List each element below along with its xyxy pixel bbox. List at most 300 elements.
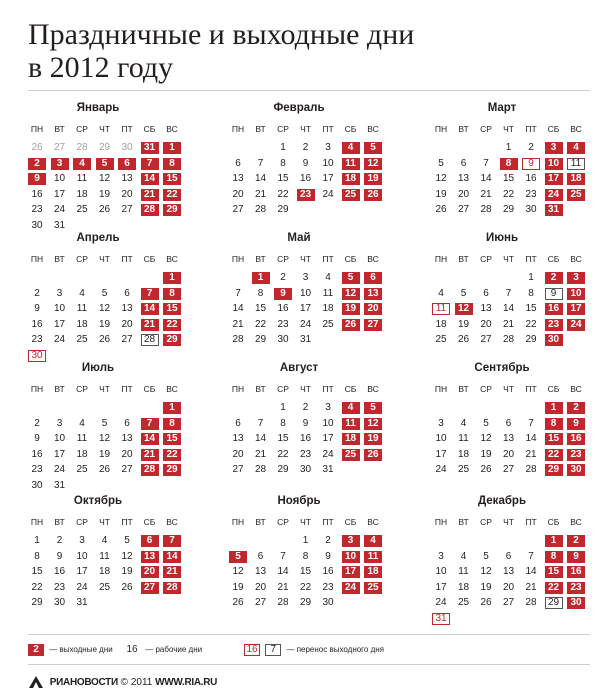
weekday-label: СР xyxy=(277,384,289,394)
day-workday: 12 xyxy=(121,550,133,562)
day-transferred-workday: 9 xyxy=(545,288,563,300)
day-workday: 24 xyxy=(76,581,88,593)
day-workday: 18 xyxy=(98,566,111,577)
day-workday: 20 xyxy=(480,318,492,330)
day-workday: 21 xyxy=(502,318,515,330)
day-holiday: 3 xyxy=(545,142,563,154)
day-workday: 8 xyxy=(280,417,286,429)
month-name: Март xyxy=(487,102,517,114)
day-holiday: 12 xyxy=(364,158,382,170)
weekday-label: ЧТ xyxy=(503,124,514,134)
day-holiday: 2 xyxy=(567,535,585,547)
day-holiday: 4 xyxy=(342,402,360,414)
day-workday: 17 xyxy=(53,188,66,200)
day-workday: 18 xyxy=(457,448,470,460)
day-holiday: 4 xyxy=(73,158,91,170)
day-workday: 9 xyxy=(34,303,40,314)
day-workday: 22 xyxy=(277,188,289,200)
day-holiday: 12 xyxy=(342,288,360,300)
day-workday: 23 xyxy=(525,188,537,200)
day-workday: 29 xyxy=(254,334,267,345)
day-holiday: 9 xyxy=(28,173,46,185)
month-block xyxy=(432,495,592,625)
day-workday: 13 xyxy=(232,173,244,184)
day-holiday: 14 xyxy=(141,303,159,315)
weekday-label: ЧТ xyxy=(99,517,110,527)
day-workday: 7 xyxy=(257,417,264,429)
day-workday: 2 xyxy=(302,402,309,413)
month-name: Февраль xyxy=(273,102,325,114)
weekday-label: СБ xyxy=(547,384,560,394)
day-holiday: 3 xyxy=(342,535,360,547)
weekday-label: СР xyxy=(76,254,88,264)
month-name: Апрель xyxy=(76,232,120,244)
day-workday: 8 xyxy=(34,550,40,562)
day-workday: 3 xyxy=(56,287,63,299)
day-workday: 17 xyxy=(322,433,334,444)
day-workday: 19 xyxy=(457,318,470,330)
weekday-label: ВС xyxy=(570,517,582,527)
weekday-label: СБ xyxy=(143,384,156,394)
weekday-label: СР xyxy=(76,124,88,134)
title-line-1: Праздничные и выходные дни xyxy=(28,18,415,51)
day-holiday: 11 xyxy=(364,551,382,563)
weekday-label: ПН xyxy=(231,124,245,134)
day-holiday: 30 xyxy=(567,597,585,609)
weekday-label: ПТ xyxy=(525,517,537,527)
weekday-label: ПТ xyxy=(121,384,133,394)
day-holiday: 24 xyxy=(567,319,585,331)
day-workday: 6 xyxy=(505,417,512,429)
day-workday: 13 xyxy=(502,433,515,444)
weekday-label: ПН xyxy=(231,384,245,394)
day-workday: 10 xyxy=(76,550,88,562)
day-holiday: 22 xyxy=(545,449,563,461)
day-workday: 21 xyxy=(277,581,289,593)
day-workday: 22 xyxy=(31,581,43,593)
day-workday: 1 xyxy=(34,535,40,546)
day-workday: 12 xyxy=(435,173,447,184)
legend-transfer-from: 16 xyxy=(244,644,260,656)
day-workday: 23 xyxy=(53,581,66,593)
weekday-label: ЧТ xyxy=(300,384,311,394)
day-workday: 9 xyxy=(56,550,63,562)
day-holiday: 5 xyxy=(364,402,382,414)
weekday-label: ПН xyxy=(30,384,44,394)
day-workday: 17 xyxy=(322,173,334,184)
weekday-label: СБ xyxy=(547,254,560,264)
day-workday: 27 xyxy=(502,464,515,475)
day-holiday: 10 xyxy=(545,158,563,170)
weekday-label: ЧТ xyxy=(503,517,514,527)
day-other-month: 28 xyxy=(76,142,88,153)
day-workday: 21 xyxy=(254,448,267,460)
weekday-label: ВТ xyxy=(255,517,266,527)
day-holiday: 4 xyxy=(364,535,382,547)
day-holiday: 27 xyxy=(364,319,382,331)
legend-transfer-label: — перенос выходного дня xyxy=(286,645,385,654)
day-workday: 10 xyxy=(53,433,66,444)
weekday-label: СБ xyxy=(143,254,156,264)
day-holiday: 1 xyxy=(163,272,181,284)
day-holiday: 30 xyxy=(545,334,563,346)
day-workday: 10 xyxy=(299,287,312,299)
day-workday: 15 xyxy=(254,303,267,314)
weekday-label: ВС xyxy=(570,124,582,134)
month-block xyxy=(229,232,389,362)
month-name: Ноябрь xyxy=(277,495,321,507)
day-holiday: 25 xyxy=(364,582,382,594)
day-holiday: 15 xyxy=(545,433,563,445)
day-workday: 18 xyxy=(322,303,334,314)
day-workday: 28 xyxy=(254,204,267,215)
day-workday: 18 xyxy=(76,188,88,200)
site-link[interactable]: WWW.RIA.RU xyxy=(155,677,218,688)
day-holiday: 7 xyxy=(141,158,159,170)
day-workday: 20 xyxy=(121,318,133,330)
day-workday: 2 xyxy=(34,417,40,429)
day-workday: 17 xyxy=(76,566,88,577)
day-holiday: 26 xyxy=(364,449,382,461)
day-holiday: 31 xyxy=(141,142,159,154)
day-workday: 2 xyxy=(280,272,286,283)
day-workday: 18 xyxy=(76,318,88,330)
weekday-label: ПТ xyxy=(121,517,133,527)
day-workday: 12 xyxy=(480,566,492,577)
day-workday: 6 xyxy=(124,287,130,299)
month-name: Сентябрь xyxy=(474,362,530,374)
day-workday: 19 xyxy=(98,318,111,330)
weekday-label: СР xyxy=(277,254,289,264)
day-workday: 27 xyxy=(121,334,133,345)
day-workday: 3 xyxy=(438,417,444,429)
day-workday: 16 xyxy=(299,173,312,184)
day-workday: 23 xyxy=(299,448,312,460)
day-workday: 13 xyxy=(480,303,492,314)
day-holiday: 12 xyxy=(364,418,382,430)
day-workday: 24 xyxy=(53,204,66,215)
day-workday: 9 xyxy=(325,550,331,562)
day-other-month: 29 xyxy=(98,142,111,153)
weekday-label: ВТ xyxy=(458,254,469,264)
day-workday: 28 xyxy=(277,597,289,608)
day-workday: 4 xyxy=(460,550,467,562)
day-workday: 6 xyxy=(505,550,512,562)
day-holiday: 1 xyxy=(545,402,563,414)
day-workday: 17 xyxy=(53,448,66,460)
day-holiday: 8 xyxy=(545,418,563,430)
copyright: © 2011 xyxy=(120,677,153,688)
day-holiday: 22 xyxy=(163,189,181,201)
day-workday: 25 xyxy=(457,464,470,475)
day-workday: 26 xyxy=(98,334,111,345)
weekday-label: ПТ xyxy=(322,254,334,264)
day-holiday: 20 xyxy=(141,566,159,578)
day-transferred-holiday: 30 xyxy=(28,350,46,362)
day-workday: 13 xyxy=(254,566,267,577)
day-workday: 20 xyxy=(254,581,267,593)
month-name: Июнь xyxy=(485,232,519,244)
day-holiday: 2 xyxy=(545,272,563,284)
day-holiday: 7 xyxy=(141,418,159,430)
day-holiday: 15 xyxy=(545,566,563,578)
day-workday: 23 xyxy=(277,318,289,330)
day-workday: 6 xyxy=(483,287,489,299)
day-workday: 11 xyxy=(99,550,110,562)
weekday-label: ЧТ xyxy=(503,384,514,394)
day-workday: 20 xyxy=(502,581,515,593)
weekday-label: ВС xyxy=(367,517,379,527)
month-block xyxy=(229,362,389,492)
day-workday: 24 xyxy=(299,318,312,330)
day-workday: 5 xyxy=(460,287,467,299)
day-holiday: 10 xyxy=(342,551,360,563)
day-workday: 27 xyxy=(254,597,267,608)
weekday-label: ПТ xyxy=(322,124,334,134)
weekday-label: СР xyxy=(480,517,492,527)
day-workday: 25 xyxy=(76,334,88,345)
day-workday: 5 xyxy=(483,550,489,562)
day-workday: 8 xyxy=(528,287,534,299)
day-workday: 11 xyxy=(76,433,88,444)
day-holiday: 7 xyxy=(141,288,159,300)
legend-transfer-to: 7 xyxy=(265,644,281,656)
day-workday: 31 xyxy=(53,479,66,491)
day-holiday: 18 xyxy=(567,173,585,185)
weekday-label: ЧТ xyxy=(300,254,311,264)
day-workday: 21 xyxy=(525,448,537,460)
day-workday: 26 xyxy=(98,464,111,475)
day-holiday: 19 xyxy=(364,433,382,445)
day-workday: 5 xyxy=(438,157,444,169)
day-workday: 28 xyxy=(480,204,492,215)
day-workday: 25 xyxy=(76,204,88,215)
weekday-label: ПН xyxy=(231,517,245,527)
day-workday: 28 xyxy=(525,464,537,475)
day-workday: 16 xyxy=(31,188,43,200)
weekday-label: ВС xyxy=(570,384,582,394)
weekday-label: ПН xyxy=(30,517,44,527)
day-workday: 26 xyxy=(457,334,470,345)
month-block xyxy=(28,495,188,625)
day-workday: 7 xyxy=(257,157,264,169)
day-holiday: 1 xyxy=(252,272,270,284)
day-workday: 28 xyxy=(232,334,244,345)
month-name: Декабрь xyxy=(477,495,527,507)
day-workday: 13 xyxy=(502,566,515,577)
day-workday: 27 xyxy=(480,334,492,345)
weekday-label: ПТ xyxy=(121,124,133,134)
weekday-label: ЧТ xyxy=(300,517,311,527)
day-holiday: 9 xyxy=(567,418,585,430)
day-workday: 28 xyxy=(502,334,515,345)
day-holiday: 25 xyxy=(342,189,360,201)
day-workday: 14 xyxy=(254,433,267,444)
weekday-label: ПН xyxy=(434,124,448,134)
weekday-label: ЧТ xyxy=(99,124,110,134)
day-holiday: 1 xyxy=(545,535,563,547)
day-workday: 4 xyxy=(438,287,444,299)
day-workday: 20 xyxy=(121,448,133,460)
day-workday: 18 xyxy=(76,448,88,460)
day-workday: 22 xyxy=(254,318,267,330)
day-workday: 19 xyxy=(435,188,447,200)
day-workday: 24 xyxy=(322,448,334,460)
day-workday: 26 xyxy=(98,204,111,215)
legend-holiday-label: — выходные дни xyxy=(49,645,113,654)
day-holiday: 17 xyxy=(545,173,563,185)
day-holiday: 8 xyxy=(500,158,518,170)
day-holiday: 25 xyxy=(342,449,360,461)
day-holiday: 17 xyxy=(567,303,585,315)
day-workday: 24 xyxy=(53,464,66,475)
day-workday: 23 xyxy=(31,464,43,475)
day-workday: 5 xyxy=(101,287,108,299)
day-workday: 14 xyxy=(525,433,537,444)
day-holiday: 31 xyxy=(545,204,563,216)
day-workday: 20 xyxy=(457,188,470,200)
weekday-label: СБ xyxy=(344,384,357,394)
day-other-month: 26 xyxy=(31,142,43,153)
day-workday: 27 xyxy=(232,204,244,215)
day-holiday: 11 xyxy=(342,158,360,170)
day-holiday: 1 xyxy=(163,402,181,414)
day-workday: 31 xyxy=(299,334,312,345)
weekday-label: ЧТ xyxy=(99,254,110,264)
day-workday: 22 xyxy=(525,318,537,330)
day-holiday: 8 xyxy=(163,418,181,430)
day-holiday: 29 xyxy=(545,464,563,476)
day-workday: 3 xyxy=(325,402,331,413)
day-workday: 7 xyxy=(505,287,512,299)
month-block xyxy=(229,495,389,625)
day-holiday: 23 xyxy=(567,449,585,461)
day-holiday: 28 xyxy=(141,464,159,476)
day-workday: 15 xyxy=(502,173,515,184)
weekday-label: СР xyxy=(277,124,289,134)
day-workday: 2 xyxy=(56,535,63,546)
day-workday: 24 xyxy=(322,188,334,200)
day-workday: 16 xyxy=(525,173,537,184)
day-workday: 8 xyxy=(280,157,286,169)
day-workday: 9 xyxy=(302,157,309,169)
day-workday: 25 xyxy=(76,464,88,475)
day-workday: 5 xyxy=(124,535,130,546)
day-workday: 16 xyxy=(299,433,312,444)
day-workday: 3 xyxy=(302,272,309,283)
day-holiday: 13 xyxy=(364,288,382,300)
legend-divider-top xyxy=(28,634,590,635)
day-workday: 3 xyxy=(325,142,331,153)
weekday-label: ПТ xyxy=(525,124,537,134)
day-workday: 18 xyxy=(457,581,470,593)
day-workday: 30 xyxy=(299,464,312,475)
day-holiday: 9 xyxy=(274,288,292,300)
day-workday: 11 xyxy=(458,566,469,577)
weekday-label: ПТ xyxy=(525,254,537,264)
month-name: Июль xyxy=(81,362,115,374)
day-workday: 5 xyxy=(483,417,489,429)
day-holiday: 20 xyxy=(364,303,382,315)
weekday-label: ВТ xyxy=(54,517,65,527)
day-workday: 25 xyxy=(98,581,111,593)
weekday-label: ПТ xyxy=(525,384,537,394)
day-workday: 19 xyxy=(480,448,492,460)
day-workday: 7 xyxy=(528,550,534,562)
day-workday: 26 xyxy=(232,597,244,608)
day-workday: 14 xyxy=(525,566,537,577)
day-workday: 2 xyxy=(302,142,309,153)
weekday-label: ВС xyxy=(166,517,178,527)
weekday-label: СБ xyxy=(344,517,357,527)
title-line-2: в 2012 году xyxy=(28,51,174,84)
day-holiday: 13 xyxy=(141,551,159,563)
month-block xyxy=(28,362,188,492)
day-workday: 25 xyxy=(322,318,334,330)
day-workday: 14 xyxy=(480,173,492,184)
day-holiday: 6 xyxy=(141,535,159,547)
day-workday: 12 xyxy=(232,566,244,577)
day-workday: 3 xyxy=(56,417,63,429)
day-workday: 26 xyxy=(480,464,492,475)
day-workday: 6 xyxy=(257,550,264,562)
logo-text: РИАНОВОСТИ xyxy=(49,677,118,688)
day-workday: 1 xyxy=(302,535,309,546)
day-workday: 23 xyxy=(31,334,43,345)
day-workday: 1 xyxy=(280,402,286,413)
day-other-month: 30 xyxy=(121,142,133,153)
day-workday: 10 xyxy=(435,433,447,444)
day-holiday: 5 xyxy=(364,142,382,154)
day-workday: 19 xyxy=(480,581,492,593)
day-workday: 17 xyxy=(435,448,447,460)
day-workday: 22 xyxy=(277,448,289,460)
weekday-label: ПН xyxy=(434,384,448,394)
day-workday: 6 xyxy=(235,157,241,169)
weekday-label: ВТ xyxy=(255,254,266,264)
day-holiday: 3 xyxy=(567,272,585,284)
month-block xyxy=(432,362,592,492)
weekday-label: СБ xyxy=(547,517,560,527)
day-workday: 5 xyxy=(101,417,108,429)
day-workday: 3 xyxy=(79,535,85,546)
day-workday: 16 xyxy=(31,448,43,460)
day-workday: 10 xyxy=(435,566,447,577)
day-workday: 30 xyxy=(525,204,537,215)
day-holiday: 21 xyxy=(141,449,159,461)
day-workday: 15 xyxy=(299,566,312,577)
day-workday: 27 xyxy=(232,464,244,475)
day-workday: 15 xyxy=(31,566,43,577)
weekday-label: ВС xyxy=(166,124,178,134)
day-workday: 29 xyxy=(31,597,43,608)
weekday-label: СБ xyxy=(344,124,357,134)
day-workday: 9 xyxy=(302,417,309,429)
day-workday: 26 xyxy=(480,597,492,608)
weekday-label: ВС xyxy=(367,124,379,134)
day-workday: 1 xyxy=(280,142,286,153)
day-workday: 29 xyxy=(277,204,289,215)
day-holiday: 23 xyxy=(545,319,563,331)
day-workday: 13 xyxy=(232,433,244,444)
legend-transfer xyxy=(244,643,384,657)
day-workday: 11 xyxy=(76,303,88,314)
day-workday: 29 xyxy=(277,464,289,475)
day-holiday: 18 xyxy=(364,566,382,578)
day-workday: 4 xyxy=(79,417,85,429)
day-workday: 19 xyxy=(98,188,111,200)
day-workday: 13 xyxy=(121,173,133,184)
